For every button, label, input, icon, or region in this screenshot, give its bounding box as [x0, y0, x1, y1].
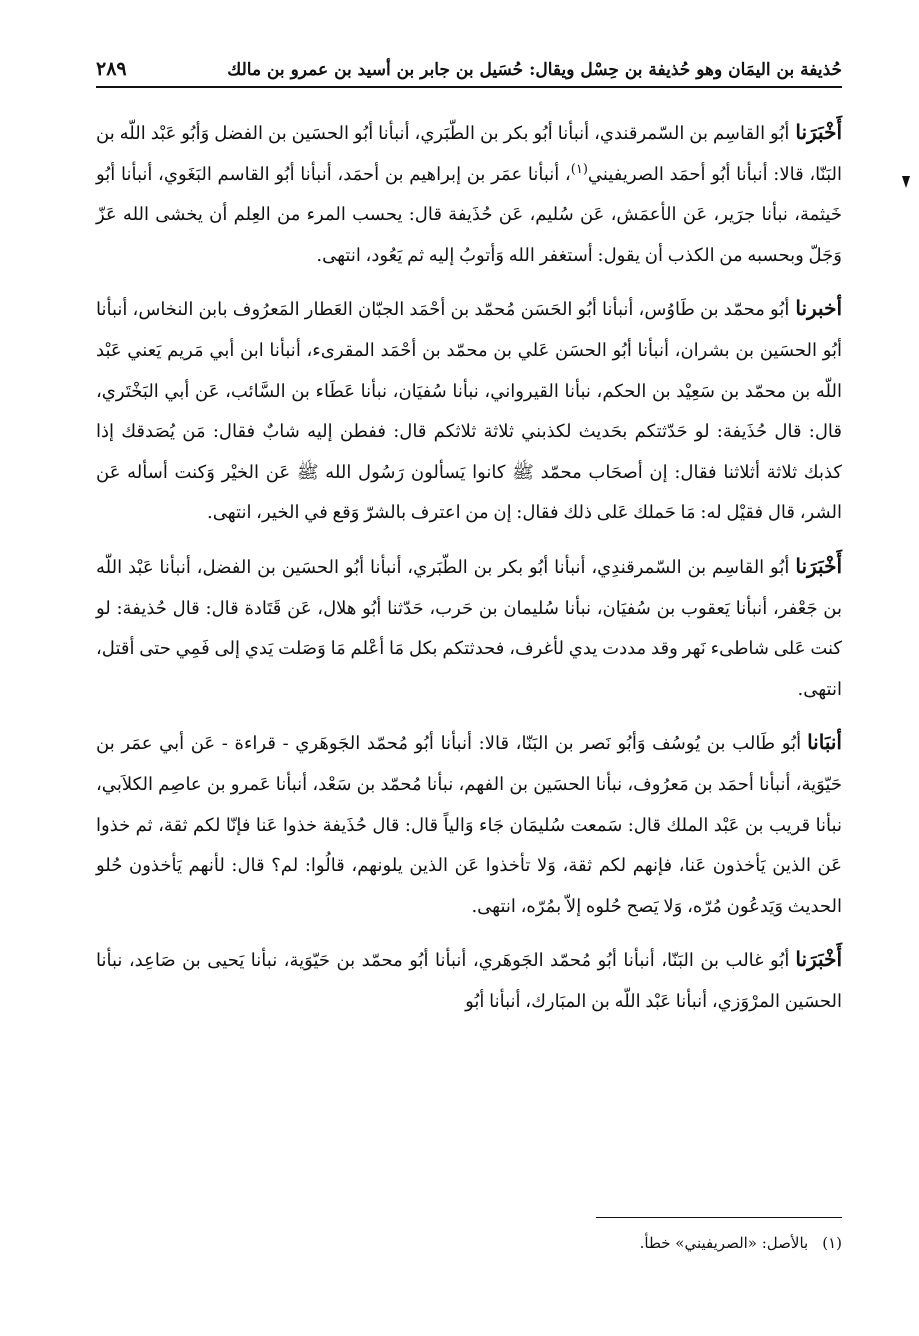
- paragraph-lead: أَخْبَرَنا: [795, 120, 842, 144]
- paragraph-text: أبُو غالب بن البَنّا، أنبأنا أبُو مُحمّد الجَوهَري، أنبأنا أبُو محمّد بن حَيّوَية، نبأنا يَحيى بن صَاعِد، نبأنا الحسَين المرْوَزي، أنبأنا عَبْد اللّه بن المبَارك، أنبأنا أبُو: [96, 950, 842, 1012]
- paragraph-text: أبُو القاسِم بن السّمرقندي، أنبأنا أبُو بكر بن الطّبَري، أنبأنا أبُو الحسَين بن الفضل وَأبُو عَبْد اللّه بن البَنّا، قالا: أنبأنا أبُو أحمَد الصريفيني: [96, 123, 842, 185]
- running-header: [96, 48, 842, 88]
- paragraph-lead: أَخْبَرَنا: [795, 947, 842, 972]
- paragraph-text: أبُو القاسِم بن السّمرقندِي، أنبأنا أبُو بكر بن الطّبَري، أنبأنا أبُو الحسَين بن الفضل، أنبأنا عَبْد اللّه بن جَعْفر، أنبأنا يَعقوب بن سُفيَان، نبأنا سُليمان بن حَرب، حَدّثنا أبُو هلال، عَن قَتَادة قال: قال حُذيفة: لو كنت عَلى شاطىء نَهر وقد مددت يدي لأغرف، فحدثتكم بكل مَا أعْلم مَا وَصَلت يَدي إلى فَمِي حتى أقتل، انتهى.: [96, 556, 842, 700]
- paragraph-5: [96, 939, 842, 1022]
- header-title: حُذيفة بن اليمَان وهو حُذيفة بن حِسْل ويقال: حُسَيل بن جابر بن أسيد بن عمرو بن مالك: [227, 60, 842, 80]
- paragraph-lead: أَخْبَرَنا: [795, 553, 842, 578]
- paragraph-text: أبُو محمّد بن طَاوُس، أنبأنا أبُو الحَسَن مُحمّد بن أحْمَد الجبّان العَطار المَعرُوف بابن النخاس، أنبأنا أبُو الحسَين بن بشران، أنبأنا أبُو الحسَن عَلي بن محمّد بن أحْمَد المقرىء، أنبأنا ابن أبي مَريم يَعني عَبْد اللّه بن محمّد بن سَعِيْد بن الحكم، نبأنا القيرواني، نبأنا سُفيَان، نبأنا عَطَاء بن السَّائب، عَن أبي البَخْتَري، قال: قال حُذَيفة: لو حَدّثتكم بحَديث لكذبني ثلاثة ثلاثكم قال: ففطن إليه شابٌ فقال: مَن يُصَدقك إذا كذبك ثلاثة أثلاثنا فقال: إن أصحَاب محمّد ﷺ كانوا يَسألون رَسُول الله ﷺ عَن الخيْر وَكنت أسأله عَن الشر، قال فقيْل له: مَا حَملك عَلى ذلك فقال: إن من اعترف بالشرّ وَقع في الخير، انتهى.: [96, 299, 842, 524]
- paragraph-text-continued: ، أنبأنا عمَر بن إبراهيم بن أحمَد، أنبأنا أبُو القاسم البَغَوي، أنبأنا أبُو خَيثمة، نبأنا جرَير، عَن الأعمَش، عَن سُليم، عَن حُذَيفة قال: يحسب المرء من العِلم أن يخشى الله عَزّ وَجَلّ وبحسبه من الكذب أن يقول: أستغفر الله وَأتوبُ إليه ثم يَعُود، انتهى.: [96, 163, 842, 266]
- paragraph-lead: أنبَانا: [807, 730, 842, 755]
- paragraph-1: [96, 112, 842, 276]
- footnote-reference: (١): [570, 161, 588, 177]
- page-number: ٢٨٩: [96, 58, 127, 80]
- paragraph-text: أبُو طَالب بن يُوسُف وَأبُو نَصر بن البَنّا، قالا: أنبأنا أبُو مُحمّد الجَوهَري - قراءة - عَن أبي عمَر بن حَيّوَية، أنبأنا أحمَد بن مَعرُوف، نبأنا الحسَين بن الفهم، نبأنا مُحمّد بن سَعْد، أنبأنا عَمرو بن عاصِم الكلاَبي، نبأنا قريب بن عَبْد الملك قال: سَمعت سُليمَان جَاء وَالياً قال: قال حُذَيفة خذوا عَنا فإنّا لكم ثقة، ثم خذوا عَن الذين يَأخذون عَنا، فإنهم لكم ثقة، وَلا تأخذوا عَن الذين يلونهم، قالُوا: لم؟ قال: لأنهم يَأخذون حُلو الحديث وَيَدعُون مُرّه، وَلا يَصح حُلوه إلاّ بمُرّه، انتهى.: [96, 733, 842, 917]
- footnote-divider: [596, 1217, 842, 1218]
- margin-mark-icon: [902, 176, 910, 188]
- paragraph-lead: أخبرنا: [795, 296, 842, 321]
- footnote-text: بالأصل: «الصريفيني» خطأ.: [639, 1234, 809, 1252]
- body-text: [96, 112, 842, 1022]
- paragraph-4: [96, 722, 842, 927]
- paragraph-2: [96, 288, 842, 534]
- paragraph-3: [96, 546, 842, 710]
- book-page: [96, 48, 842, 1034]
- footnote-number: (١): [822, 1234, 842, 1252]
- footnote: [640, 1234, 842, 1252]
